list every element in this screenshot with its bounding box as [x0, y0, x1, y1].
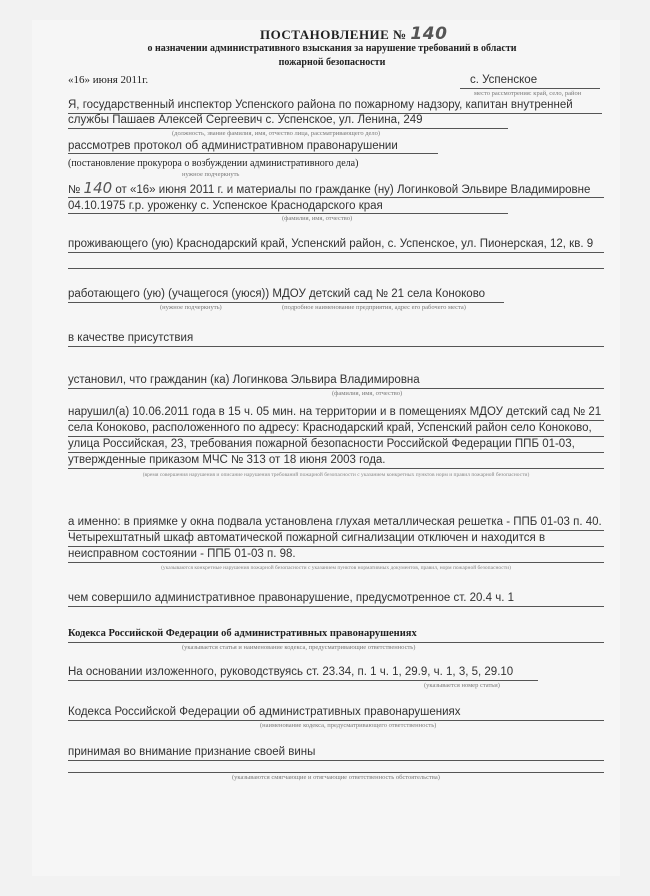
protocol-underline-2	[68, 213, 508, 214]
review-caption-2: нужное подчеркнуть	[182, 171, 240, 178]
inspector-underline-2	[68, 128, 508, 129]
accepted-underline-1	[68, 760, 604, 761]
established-caption: (фамилия, имя, отчество)	[332, 390, 403, 397]
established-underline	[68, 388, 604, 389]
review-caption: (постановление прокурора о возбуждении административного дела)	[68, 158, 359, 169]
workplace-caption-2: (подробное наименование предприятия, адрес его рабочего места)	[282, 304, 466, 311]
inspector-underline-1	[68, 113, 602, 114]
code1-caption: (указывается статья и наименование кодекса, предусматривающие ответственность)	[182, 644, 416, 651]
code1-line: Кодекса Российской Федерации об административных правонарушениях	[68, 628, 417, 639]
decision-place: с. Успенское	[470, 74, 538, 86]
protocol-number-sign: №	[68, 184, 81, 196]
violation-underline-2	[68, 436, 604, 437]
offense-line: чем совершило административное правонарушение, предусмотренное ст. 20.4 ч. 1	[68, 592, 514, 604]
details-caption: (указываются конкретные нарушения пожарной безопасности с указанием пунктов нормативных документов, правил, норм пожарной безопасности)	[161, 565, 511, 571]
details-underline-1	[68, 530, 604, 531]
workplace-caption-1: (нужное подчеркнуть)	[160, 304, 222, 311]
place-underline	[460, 88, 600, 89]
inspector-caption: (должность, звание фамилия, имя, отчество лица, рассматривающего дело)	[172, 130, 381, 137]
accepted-line: принимая во внимание признание своей вины	[68, 746, 316, 758]
violation-underline-1	[68, 420, 604, 421]
absence-underline	[68, 346, 604, 347]
document-subtitle: о назначении административного взыскания за нарушение требований в области пожарной безопасности	[147, 43, 517, 68]
residence-underline-1	[68, 252, 604, 253]
basis-line: На основании изложенного, руководствуясь ст. 23.34, п. 1 ч. 1, 29.9, ч. 1, 3, 5, 29.10	[68, 666, 514, 678]
violation-underline-4	[68, 468, 604, 469]
code1-underline	[68, 642, 604, 643]
basis-underline	[68, 680, 538, 681]
document-page	[32, 20, 620, 876]
accepted-underline-2	[68, 772, 604, 773]
details-underline-2	[68, 546, 604, 547]
protocol-text: от «16» июня 2011 г. и материалы по гражданке (ну) Логинковой Эльвире Владимировне 04.10.1975 г.р. уроженку с. Успенское Краснодарского края	[68, 184, 591, 212]
workplace-line: работающего (ую) (учащегося (уюся)) МДОУ детский сад № 21 села Коноково	[68, 288, 486, 300]
basis-caption: (указывается номер статьи)	[424, 682, 500, 689]
protocol-underline-1	[68, 197, 604, 198]
protocol-caption: (фамилия, имя, отчество)	[282, 215, 353, 222]
workplace-underline	[68, 302, 504, 303]
code2-underline	[68, 720, 604, 721]
violation-caption: (время совершения нарушения и описание нарушения требований пожарной безопасности с указанием конкретных пунктов норм и правил пожарной безопасности)	[142, 472, 530, 478]
review-underline	[68, 153, 438, 154]
review-line: рассмотрев протокол об административном правонарушении	[68, 140, 398, 152]
decision-number: 140	[410, 24, 448, 44]
place-caption: место рассмотрения: край, село, район	[474, 90, 582, 97]
inspector-line: Я, государственный инспектор Успенского района по пожарному надзору, капитан внутренней службы Пашаев Алексей Сергеевич с. Успенское, ул. Ленина, 249	[68, 99, 573, 126]
violation-text: нарушил(а) 10.06.2011 года в 15 ч. 05 мин. на территории и в помещениях МДОУ детский сад № 21 села Коноково, расположенного по адресу: Краснодарский край, Успенский район село Коноково, улица Российская, 23, требования пожарной безопасности Российской Федерации ППБ 01-03, утвержденные приказом МЧС № 313 от 18 июня 2003 года.	[68, 406, 602, 466]
residence-underline-2	[68, 268, 604, 269]
code2-caption: (наименование кодекса, предусматривающего ответственность)	[260, 722, 437, 729]
document-title	[260, 26, 447, 43]
absence-line: в качестве присутствия	[68, 332, 194, 344]
code2-line: Кодекса Российской Федерации об административных правонарушениях	[68, 706, 461, 718]
decision-date: «16» июня 2011г.	[68, 74, 149, 86]
established-line: установил, что гражданин (ка) Логинкова Эльвира Владимировна	[68, 374, 420, 386]
details-text: а именно: в приямке у окна подвала установлена глухая металлическая решетка - ППБ 01-03 п. 40. Четырехштатный шкаф автоматической пожарной сигнализации отключен и находится в неисправном состоянии - ППБ 01-03 п. 98.	[68, 516, 602, 560]
residence-line: проживающего (ую) Краснодарский край, Успенский район, с. Успенское, ул. Пионерская, 12, кв. 9	[68, 238, 594, 250]
title-text: ПОСТАНОВЛЕНИЕ №	[260, 27, 407, 42]
offense-underline	[68, 606, 604, 607]
accepted-caption: (указываются смягчающие и отягчающие ответственность обстоятельства)	[232, 774, 440, 781]
protocol-number: 140	[83, 179, 113, 197]
violation-underline-3	[68, 452, 604, 453]
details-underline-3	[68, 562, 604, 563]
